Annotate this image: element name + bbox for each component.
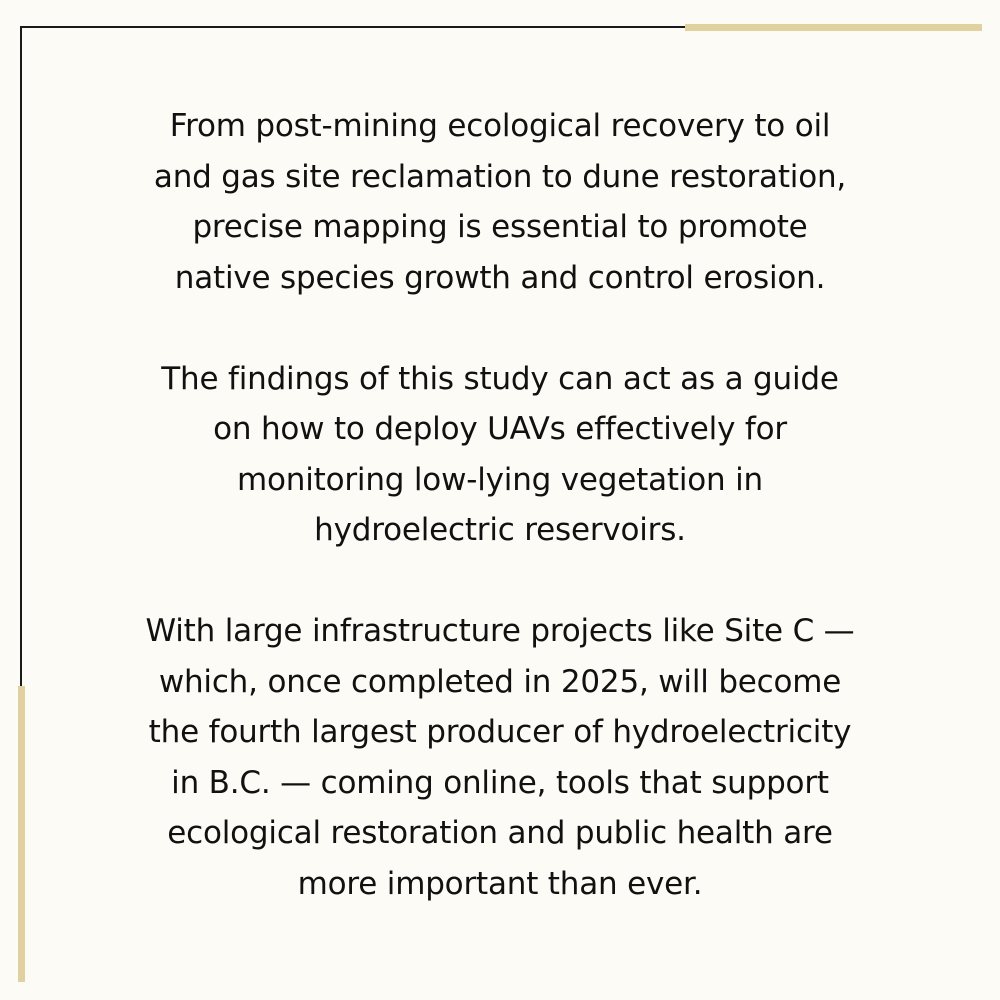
paragraph-site-c: With large infrastructure projects like Site C — which, once completed in 2025, will become the fourth largest producer of hydroelectricity in B.C. — coming online, tools that support ecological restoration and public health are more important than ever. xyxy=(145,613,855,902)
accent-bar-left xyxy=(18,686,25,982)
frame-line-left xyxy=(20,26,22,686)
body-text xyxy=(60,101,940,909)
accent-bar-top xyxy=(685,24,982,31)
paragraph-findings: The findings of this study can act as a guide on how to deploy UAVs effectively for monitoring low-lying vegetation in hydroelectric reservoirs. xyxy=(161,360,839,548)
frame-line-top xyxy=(20,26,685,28)
paragraph-mapping: From post-mining ecological recovery to oil and gas site reclamation to dune restoration, precise mapping is essential to promote native species growth and control erosion. xyxy=(153,108,847,296)
